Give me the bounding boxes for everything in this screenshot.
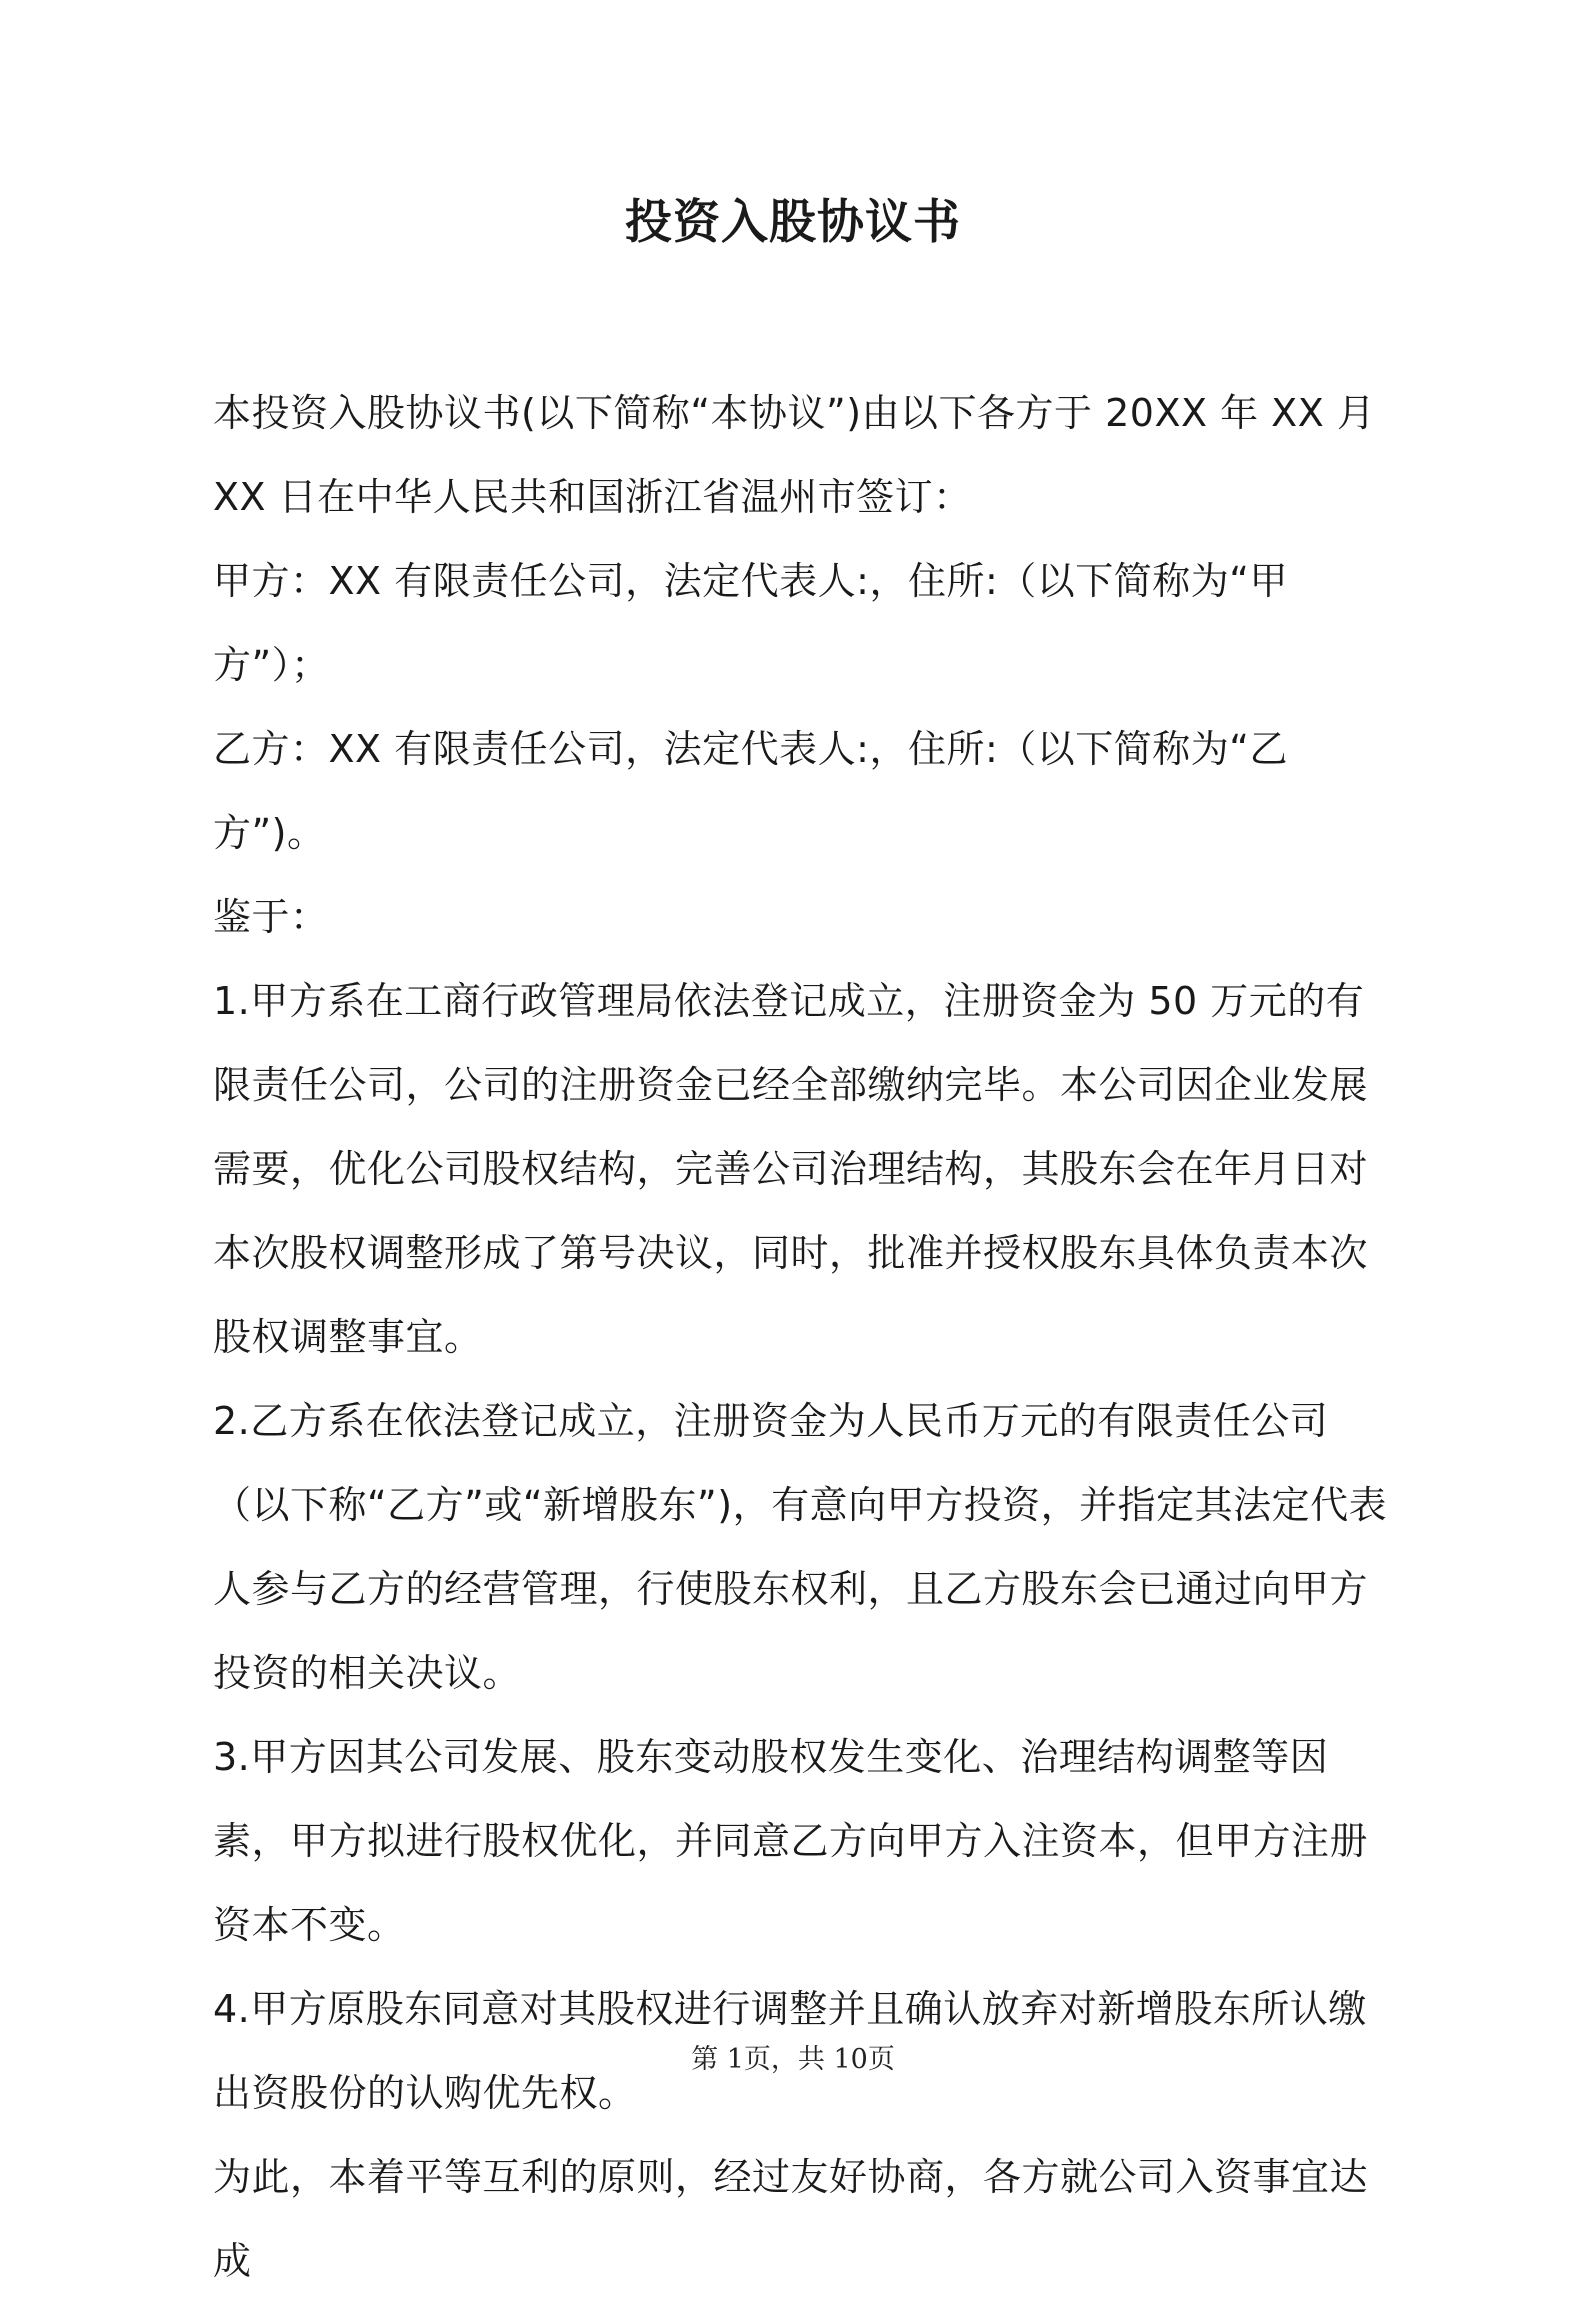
document-body [213, 371, 1393, 2303]
paragraph-clause-4: 4.甲方原股东同意对其股权进行调整并且确认放弃对新增股东所认缴出资股份的认购优先权。 [213, 1987, 1367, 2115]
paragraph-party-b: 乙方：XX 有限责任公司，法定代表人:，住所:（以下简称为“乙方”)。 [213, 727, 1288, 855]
paragraph-whereas: 鉴于： [213, 895, 329, 939]
page-footer: 第 1页，共 10页 [691, 2044, 895, 2075]
paragraph-preamble: 本投资入股协议书(以下简称“本协议”)由以下各方于 20XX 年 XX 月 XX 日在中华人民共和国浙江省温州市签订： [213, 391, 1376, 519]
document-title: 投资入股协议书 [625, 195, 961, 250]
paragraph-clause-3: 3.甲方因其公司发展、股东变动股权发生变化、治理结构调整等因素，甲方拟进行股权优化，并同意乙方向甲方入注资本，但甲方注册资本不变。 [213, 1735, 1369, 1947]
paragraph-clause-1: 1.甲方系在工商行政管理局依法登记成立，注册资金为 50 万元的有限责任公司，公司的注册资金已经全部缴纳完毕。本公司因企业发展需要，优化公司股权结构，完善公司治理结构，其股东会在年月日对本次股权调整形成了第号决议，同时，批准并授权股东具体负责本次股权调整事宜。 [213, 979, 1369, 1359]
paragraph-clause-2: 2.乙方系在依法登记成立，注册资金为人民币万元的有限责任公司（以下称“乙方”或“新增股东”)，有意向甲方投资，并指定其法定代表人参与乙方的经营管理，行使股东权利，且乙方股东会已通过向甲方投资的相关决议。 [213, 1399, 1388, 1695]
paragraph-party-a: 甲方：XX 有限责任公司，法定代表人:，住所:（以下简称为“甲方”）； [213, 559, 1288, 687]
paragraph-conclusion: 为此，本着平等互利的原则，经过友好协商，各方就公司入资事宜达成 [213, 2155, 1369, 2283]
